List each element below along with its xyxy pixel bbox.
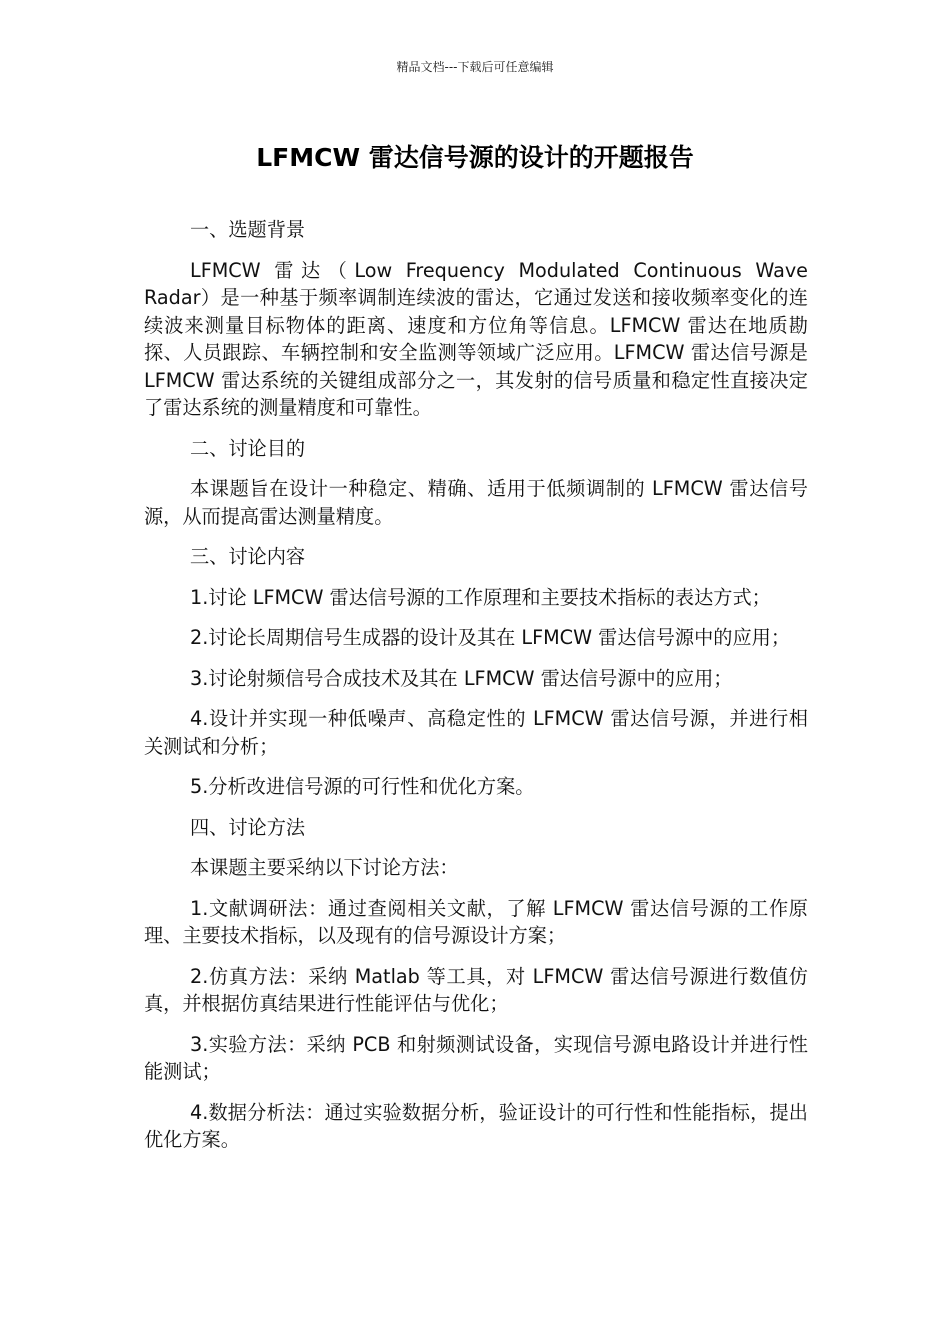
method-item-3: 3.实验方法：采纳 PCB 和射频测试设备，实现信号源电路设计并进行性能测试；	[144, 1032, 808, 1083]
content-item-5: 5.分析改进信号源的可行性和优化方案。	[190, 775, 535, 798]
method-item-4: 4.数据分析法：通过实验数据分析，验证设计的可行性和性能指标，提出优化方案。	[144, 1100, 808, 1151]
content-item-4: 4.设计并实现一种低噪声、高稳定性的 LFMCW 雷达信号源，并进行相关测试和分析；	[144, 707, 808, 758]
method-item-2: 2.仿真方法：采纳 Matlab 等工具，对 LFMCW 雷达信号源进行数值仿真，并根据仿真结果进行性能评估与优化；	[144, 964, 808, 1015]
content-item-1: 1.讨论 LFMCW 雷达信号源的工作原理和主要技术指标的表达方式；	[190, 585, 771, 609]
section-heading-methods: 四、讨论方法	[190, 815, 306, 839]
content-item-2: 2.讨论长周期信号生成器的设计及其在 LFMCW 雷达信号源中的应用；	[190, 626, 791, 649]
document-title: LFMCW 雷达信号源的设计的开题报告	[256, 143, 694, 172]
section-heading-content: 三、讨论内容	[190, 545, 306, 568]
paragraph-background: LFMCW 雷达（Low Frequency Modulated Continuous Wave Radar）是一种基于频率调制连续波的雷达，它通过发送和接收频率变化的连续波来测量目标物体的距离、速度和方位角等信息。LFMCW 雷达在地质勘探、人员跟踪、车辆控制和安全监测等领域广泛应用。LFMCW 雷达信号源是 LFMCW 雷达系统的关键组成部分之一，其发射的信号质量和稳定性直接决定了雷达系统的测量精度和可靠性。	[144, 258, 808, 419]
document-body	[144, 216, 808, 1167]
content-item-3: 3.讨论射频信号合成技术及其在 LFMCW 雷达信号源中的应用；	[190, 666, 733, 690]
method-item-1: 1.文献调研法：通过查阅相关文献，了解 LFMCW 雷达信号源的工作原理、主要技术指标，以及现有的信号源设计方案；	[144, 896, 808, 947]
page-header: 精品文档---下载后可任意编辑	[396, 60, 554, 74]
paragraph-purpose: 本课题旨在设计一种稳定、精确、适用于低频调制的 LFMCW 雷达信号源，从而提高雷达测量精度。	[144, 477, 808, 528]
section-heading-background: 一、选题背景	[190, 218, 306, 241]
paragraph-methods-intro: 本课题主要采纳以下讨论方法：	[190, 856, 459, 879]
section-heading-purpose: 二、讨论目的	[190, 436, 306, 460]
